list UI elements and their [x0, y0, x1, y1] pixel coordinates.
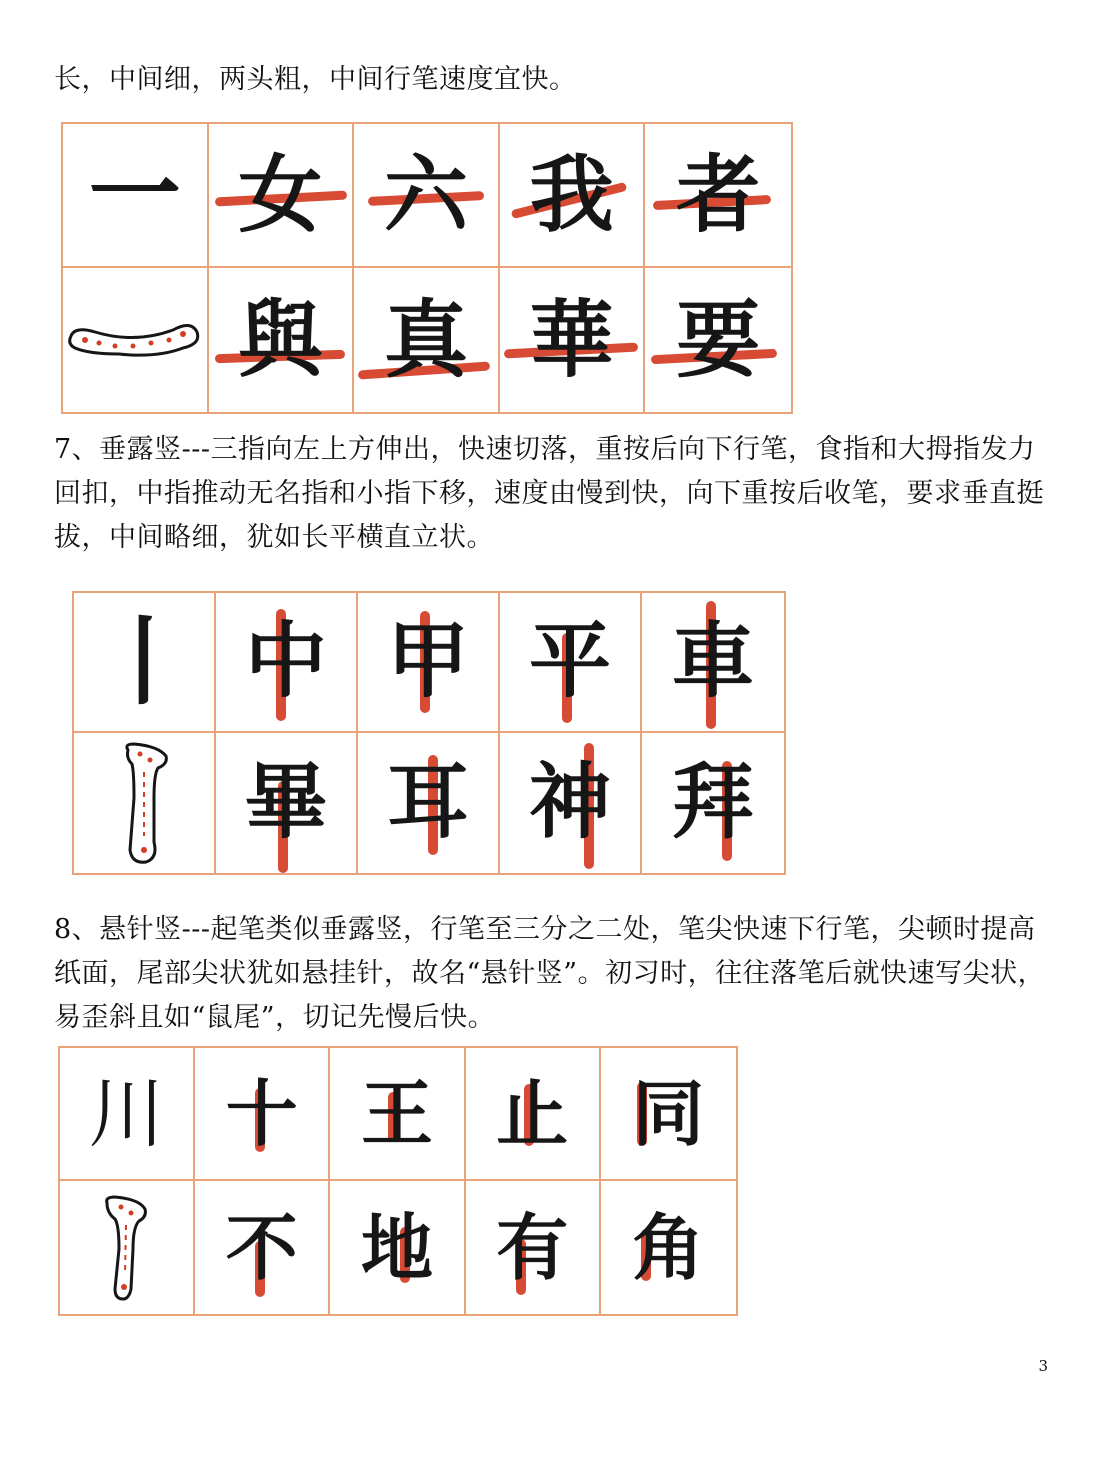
cell-character [216, 593, 358, 733]
needle-stroke-outline-icon [97, 1193, 157, 1303]
cell-stroke-example [63, 124, 209, 268]
character: 止 [496, 1071, 569, 1156]
paragraph-suspended-needle-stroke: 8、悬针竖---起笔类似垂露竖，行笔至三分之二处，笔尖快速下行笔，尖顿时提高纸面，尾部尖状犹如悬挂针，故名“悬针竖”。初习时，往往落笔后就快速写尖状，易歪斜且如“鼠尾”，切记先慢后快。 [54, 914, 1046, 1033]
page-number: 3 [1038, 1357, 1048, 1375]
grid-vertical-dew-stroke [72, 591, 786, 875]
cell-character [209, 124, 355, 268]
paragraph-horizontal-stroke-end: 长，中间细，两头粗，中间行笔速度宜快。 [54, 64, 577, 95]
cell-stroke-example [60, 1048, 195, 1181]
cell-character [195, 1048, 330, 1181]
horizontal-stroke-outline-icon [65, 310, 205, 370]
character: 我 [529, 146, 614, 244]
cell-character [645, 268, 791, 412]
character: 耳 [386, 755, 469, 850]
cell-character [358, 733, 500, 873]
character: 甲 [386, 614, 469, 709]
character: 王 [360, 1071, 433, 1156]
cell-character [601, 1181, 736, 1314]
cell-stroke-example [74, 593, 216, 733]
cell-character [500, 733, 642, 873]
character: 川 [88, 1068, 165, 1158]
character: 者 [676, 146, 761, 244]
character: 畢 [244, 755, 327, 850]
character: 十 [225, 1071, 298, 1156]
cell-character [466, 1181, 601, 1314]
character: 華 [529, 291, 614, 389]
cell-character [500, 124, 646, 268]
cell-character [195, 1181, 330, 1314]
character: 角 [632, 1205, 705, 1290]
character: 六 [383, 146, 468, 244]
cell-character [330, 1181, 465, 1314]
character: 要 [676, 291, 761, 389]
character: 車 [671, 614, 754, 709]
cell-character [466, 1048, 601, 1181]
grid-horizontal-stroke [61, 122, 793, 414]
cell-stroke-diagram [74, 733, 216, 873]
cell-character [500, 268, 646, 412]
cell-character [642, 593, 784, 733]
character: 與 [238, 291, 323, 389]
paragraph-vertical-dew-stroke: 7、垂露竖---三指向左上方伸出，快速切落，重按后向下行笔，食指和大拇指发力回扣，中指推动无名指和小指下移，速度由慢到快，向下重按后收笔，要求垂直挺拔，中间略细，犹如长平横直立状。 [54, 434, 1044, 553]
grid-suspended-needle-stroke [58, 1046, 738, 1316]
vertical-stroke-outline-icon [114, 738, 174, 868]
character: 女 [238, 146, 323, 244]
character: 神 [528, 755, 611, 850]
cell-character [354, 124, 500, 268]
cell-character [500, 593, 642, 733]
cell-character [354, 268, 500, 412]
character: 有 [496, 1205, 569, 1290]
cell-stroke-diagram [63, 268, 209, 412]
cell-character [642, 733, 784, 873]
cell-character [209, 268, 355, 412]
cell-character [216, 733, 358, 873]
cell-stroke-diagram [60, 1181, 195, 1314]
character: 拜 [671, 755, 754, 850]
character: 同 [632, 1071, 705, 1156]
character: 一 [88, 141, 181, 248]
character: 地 [360, 1205, 433, 1290]
cell-character [330, 1048, 465, 1181]
cell-character [358, 593, 500, 733]
character: 平 [528, 614, 611, 709]
character: 丨 [96, 606, 192, 718]
character: 不 [225, 1205, 298, 1290]
cell-character [645, 124, 791, 268]
cell-character [601, 1048, 736, 1181]
character: 真 [383, 291, 468, 389]
character: 中 [244, 614, 327, 709]
